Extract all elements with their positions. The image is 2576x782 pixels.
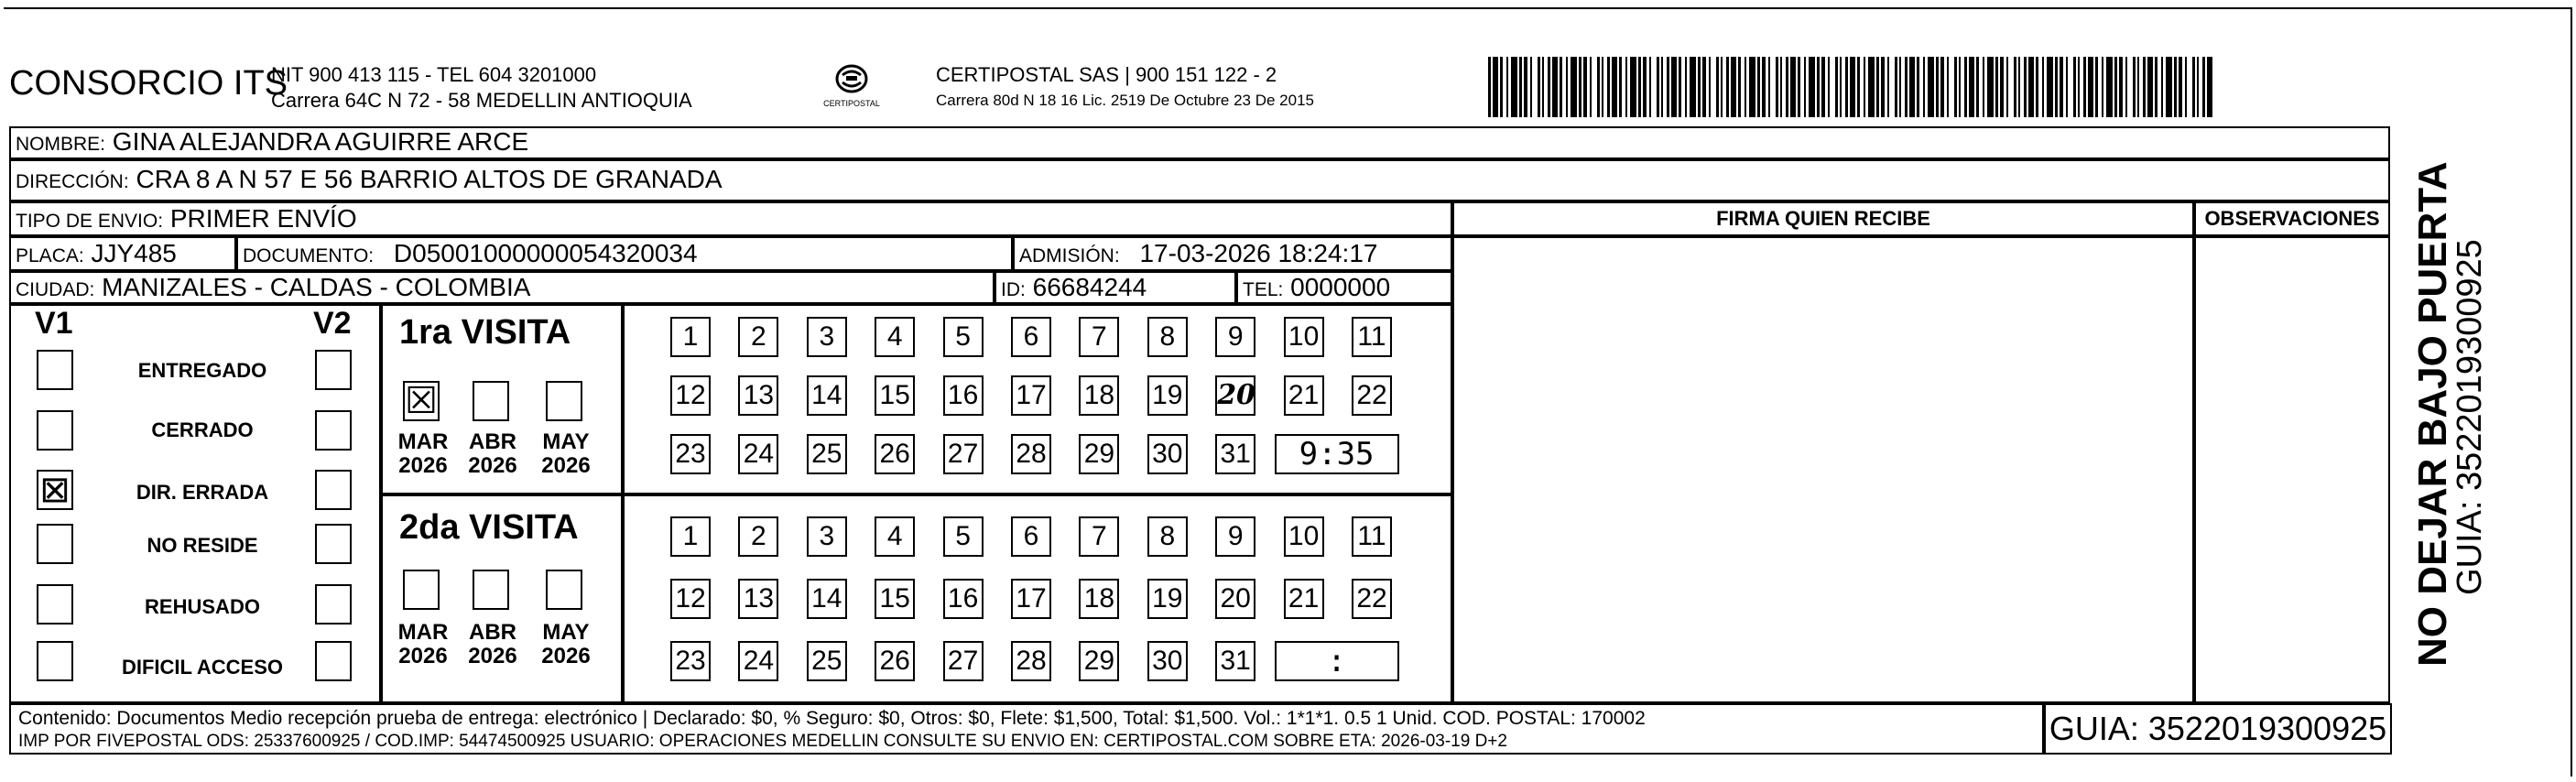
month-checkbox[interactable] (473, 570, 509, 610)
day-box[interactable]: 31 (1215, 641, 1255, 681)
day-box[interactable]: 28 (1011, 641, 1051, 681)
barcode-bar (1749, 57, 1755, 117)
day-box[interactable]: 5 (943, 516, 984, 557)
barcode-bar (2192, 57, 2195, 117)
month-name: ABR (469, 429, 516, 454)
day-box[interactable]: 12 (670, 579, 711, 619)
barcode-bar (2060, 57, 2063, 117)
barcode-bar (1612, 57, 1617, 117)
barcode-bar (1923, 57, 1925, 117)
barcode-bar (1899, 57, 1901, 117)
barcode-bar (1762, 57, 1766, 117)
id-value: 66684244 (1032, 273, 1147, 301)
barcode-bar (2143, 57, 2146, 117)
day-box[interactable]: 11 (1352, 516, 1392, 557)
barcode-bar (2106, 57, 2113, 117)
day-box[interactable]: 15 (875, 579, 915, 619)
barcode-bar (1506, 57, 1508, 117)
day-box[interactable]: 16 (943, 375, 984, 416)
status-label: DIR. ERRADA (136, 481, 269, 504)
barcode-bar (1630, 57, 1636, 117)
day-box[interactable]: 8 (1147, 317, 1188, 357)
day-box[interactable]: 18 (1079, 375, 1119, 416)
day-box[interactable]: 29 (1079, 434, 1119, 474)
day-box[interactable]: 24 (738, 434, 778, 474)
side-guia: GUIA: 3522019300925 (2451, 239, 2489, 595)
barcode-bar (1987, 57, 1994, 117)
day-box[interactable]: 11 (1352, 317, 1392, 357)
barcode-bar (1698, 57, 1701, 117)
barcode-bar (1976, 57, 1979, 117)
day-box[interactable]: 13 (738, 375, 778, 416)
logo-text: CERTIPOSTAL (823, 99, 880, 108)
v1-checkbox[interactable] (37, 524, 73, 564)
barcode-bar (2083, 57, 2086, 117)
barcode-bar (1745, 57, 1746, 117)
barcode-bar (1530, 57, 1532, 117)
barcode-bar (1876, 57, 1879, 117)
month-name: MAY (542, 620, 590, 645)
barcode-bar (1995, 57, 1998, 117)
month-checkbox[interactable] (546, 381, 582, 421)
day-box[interactable]: 24 (738, 641, 778, 681)
barcode-bar (2018, 57, 2020, 117)
placa-value: JJY485 (91, 239, 177, 267)
barcode-bar (1721, 57, 1723, 117)
v2-label: V2 (313, 306, 352, 341)
day-box[interactable]: 21 (1284, 579, 1324, 619)
barcode-bar (1571, 57, 1577, 117)
tipo-label: TIPO DE ENVIO: (16, 211, 164, 232)
barcode-bar (2207, 57, 2212, 117)
barcode-bar (2202, 57, 2205, 117)
month-year: 2026 (398, 453, 448, 478)
barcode-bar (1579, 57, 1581, 117)
barcode-bar (2161, 57, 2163, 117)
barcode-bar (2197, 57, 2199, 117)
barcode-bar (2137, 57, 2139, 117)
barcode-bar (1493, 57, 1498, 117)
day-box[interactable]: 23 (670, 641, 711, 681)
barcode-bar (1643, 57, 1647, 117)
direccion-value: CRA 8 A N 57 E 56 BARRIO ALTOS DE GRANADA (136, 165, 723, 193)
v1-checkbox[interactable] (37, 350, 73, 390)
barcode-bar (1702, 57, 1706, 117)
barcode-bar (2185, 57, 2187, 117)
barcode-bar (1738, 57, 1741, 117)
barcode-bar (1868, 57, 1875, 117)
barcode-bar (1542, 57, 1544, 117)
barcode-bar (1835, 57, 1838, 117)
admision-value: 17-03-2026 18:24:17 (1139, 239, 1378, 267)
day-box[interactable]: 13 (738, 579, 778, 619)
day-box[interactable]: 20 (1215, 579, 1255, 619)
month-label (386, 621, 460, 668)
barcode-bar (2174, 57, 2177, 117)
barcode-bar (2006, 57, 2008, 117)
day-box[interactable]: 6 (1011, 317, 1051, 357)
day-box[interactable]: 29 (1079, 641, 1119, 681)
barcode-bar (1757, 57, 1760, 117)
barcode-bar (1940, 57, 1944, 117)
day-box[interactable]: 31 (1215, 434, 1255, 474)
barcode-bar (2014, 57, 2016, 117)
v1-checkbox[interactable]: ⊠ (37, 470, 73, 510)
day-box[interactable]: 26 (875, 641, 915, 681)
direccion-row (9, 159, 2390, 201)
day-box[interactable]: 20 (1215, 375, 1255, 416)
tipo-row (9, 201, 1452, 236)
day-box[interactable]: 1 (670, 317, 711, 357)
barcode-bar (1804, 57, 1806, 117)
barcode-bar (2073, 57, 2076, 117)
documento-value: D05001000000054320034 (393, 239, 698, 267)
day-box[interactable]: 21 (1284, 375, 1324, 416)
firma-header: FIRMA QUIEN RECIBE (1452, 201, 2194, 236)
barcode-bar (1954, 57, 1957, 117)
day-box[interactable]: 30 (1147, 641, 1188, 681)
day-box[interactable]: 9 (1215, 317, 1255, 357)
v1-checkbox[interactable] (37, 410, 73, 451)
barcode-bar (2119, 57, 2123, 117)
footer-line1: Contenido: Documentos Medio recepción prueba de entrega: electrónico | Declarado: $0, % Seguro: $0, Otros: $0, Flete: $1,500, Total: $1,500. Vol.: 1*1*1. 0.5 1 Unid. COD. POSTAL: 170002 (18, 708, 1646, 729)
barcode-bar (1726, 57, 1729, 117)
nit-line: NIT 900 413 115 - TEL 604 3201000 (271, 63, 597, 86)
barcode-bar (1552, 57, 1558, 117)
month-name: MAY (542, 429, 590, 454)
day-box[interactable]: 5 (943, 317, 984, 357)
v1-checkbox[interactable] (37, 584, 73, 625)
barcode-bar (2147, 57, 2153, 117)
day-box[interactable]: 30 (1147, 434, 1188, 474)
day-box[interactable]: 3 (807, 317, 847, 357)
barcode-bar (1661, 57, 1663, 117)
barcode-bar (1602, 57, 1603, 117)
v2-checkbox[interactable] (315, 641, 352, 681)
time-box[interactable]: 9:35 (1275, 434, 1399, 474)
barcode-bar (1790, 57, 1796, 117)
day-box[interactable]: 2 (738, 516, 778, 557)
ciudad-label: CIUDAD: (16, 279, 95, 300)
barcode-bar (1768, 57, 1770, 117)
barcode-bar (1607, 57, 1610, 117)
barcode-bar (1864, 57, 1865, 117)
barcode-bar (1500, 57, 1503, 117)
barcode-bar (2114, 57, 2117, 117)
barcode-bar (2047, 57, 2053, 117)
barcode-bar (1519, 57, 1522, 117)
barcode-bar (1969, 57, 1974, 117)
month-label (386, 430, 460, 478)
day-box[interactable]: 18 (1079, 579, 1119, 619)
day-box[interactable]: 8 (1147, 516, 1188, 557)
month-label (456, 430, 529, 478)
month-checkbox[interactable] (473, 381, 509, 421)
certipostal-sub: Carrera 80d N 18 16 Lic. 2519 De Octubre 23 De 2015 (936, 92, 1314, 109)
observaciones-area[interactable] (2194, 236, 2390, 703)
month-year: 2026 (541, 453, 591, 478)
month-checkbox[interactable]: ☒ (403, 381, 440, 421)
month-year: 2026 (541, 644, 591, 668)
day-box[interactable]: 9 (1215, 516, 1255, 557)
day-box[interactable]: 23 (670, 434, 711, 474)
barcode-bar (1597, 57, 1600, 117)
documento-label: DOCUMENTO: (243, 245, 375, 266)
certipostal-line: CERTIPOSTAL SAS | 900 151 122 - 2 (936, 63, 1277, 86)
day-box[interactable]: 19 (1147, 579, 1188, 619)
documento-cell (236, 236, 1013, 271)
barcode-bar (1881, 57, 1885, 117)
barcode-bar (1685, 57, 1687, 117)
day-box[interactable]: 26 (875, 434, 915, 474)
barcode-bar (1936, 57, 1939, 117)
day-box[interactable]: 16 (943, 579, 984, 619)
barcode-bar (1731, 57, 1736, 117)
day-box[interactable]: 7 (1079, 317, 1119, 357)
day-box[interactable]: 15 (875, 375, 915, 416)
day-box[interactable]: 10 (1284, 516, 1324, 557)
certipostal-logo (815, 60, 888, 108)
barcode-bar (1887, 57, 1889, 117)
barcode-bar (1690, 57, 1696, 117)
v1-label: V1 (35, 306, 73, 341)
barcode-bar (1619, 57, 1622, 117)
barcode-bar (2088, 57, 2093, 117)
company-name: CONSORCIO ITS (9, 64, 288, 103)
admision-label: ADMISIÓN: (1019, 245, 1120, 266)
nombre-label: NOMBRE: (16, 134, 106, 155)
barcode-graphic (1488, 57, 2216, 117)
barcode-bar (1625, 57, 1627, 117)
barcode-bar (2133, 57, 2136, 117)
footer-guia: GUIA: 3522019300925 (2044, 703, 2392, 755)
barcode-bar (2166, 57, 2172, 117)
day-box[interactable]: 3 (807, 516, 847, 557)
barcode-bar (1548, 57, 1550, 117)
v2-checkbox[interactable] (315, 584, 352, 625)
month-checkbox[interactable] (546, 570, 582, 610)
barcode-bar (1917, 57, 1919, 117)
company-info (271, 62, 692, 114)
day-box[interactable]: 28 (1011, 434, 1051, 474)
barcode-bar (1895, 57, 1897, 117)
barcode-bar (1649, 57, 1651, 117)
day-box[interactable]: 12 (670, 375, 711, 416)
ciudad-cell (9, 271, 995, 304)
barcode-bar (1583, 57, 1587, 117)
barcode-bar (1850, 57, 1855, 117)
day-box[interactable]: 4 (875, 516, 915, 557)
barcode-bar (2042, 57, 2044, 117)
barcode-bar (2055, 57, 2058, 117)
day-box[interactable]: 14 (807, 375, 847, 416)
id-label: ID: (1001, 279, 1026, 300)
no-dejar-bajo-puerta: NO DEJAR BAJO PUERTA (2410, 161, 2455, 667)
barcode-bar (1679, 57, 1681, 117)
month-year: 2026 (468, 453, 517, 478)
day-box[interactable]: 25 (807, 434, 847, 474)
nombre-value: GINA ALEJANDRA AGUIRRE ARCE (112, 127, 529, 156)
status-label: ENTREGADO (137, 359, 267, 382)
barcode-bar (2028, 57, 2034, 117)
id-cell (995, 271, 1236, 304)
certipostal-info (936, 62, 1314, 114)
status-label: REHUSADO (145, 595, 260, 618)
status-label: DIFICIL ACCESO (121, 656, 283, 679)
observaciones-header: OBSERVACIONES (2194, 201, 2390, 236)
v2-checkbox[interactable] (315, 350, 352, 390)
barcode-bar (1560, 57, 1562, 117)
day-box[interactable]: 2 (738, 317, 778, 357)
tel-label: TEL: (1243, 279, 1284, 300)
day-box[interactable]: 17 (1011, 579, 1051, 619)
barcode-bar (2125, 57, 2127, 117)
barcode-bar (1809, 57, 1815, 117)
barcode-bar (1828, 57, 1830, 117)
barcode-bar (2078, 57, 2080, 117)
status-label: CERRADO (151, 418, 254, 441)
barcode-bar (1671, 57, 1677, 117)
v2-checkbox[interactable] (315, 524, 352, 564)
barcode-bar (1983, 57, 1984, 117)
day-box[interactable]: 10 (1284, 317, 1324, 357)
barcode-bar (2066, 57, 2068, 117)
month-year: 2026 (468, 644, 517, 668)
barcode-bar (1817, 57, 1820, 117)
barcode (1488, 57, 2216, 117)
barcode-bar (1786, 57, 1788, 117)
month-name: ABR (469, 620, 516, 645)
v2-checkbox[interactable] (315, 470, 352, 510)
footer-line2: IMP POR FIVEPOSTAL ODS: 25337600925 / COD.IMP: 54474500925 USUARIO: OPERACIONES MEDELLIN CONSULTE SU ENVIO EN: CERTIPOSTAL.COM SOBRE ETA: 2026-03-19 D+2 (18, 732, 1507, 751)
barcode-bar (1638, 57, 1641, 117)
tel-value: 0000000 (1290, 273, 1391, 301)
barcode-bar (1845, 57, 1848, 117)
month-label (456, 621, 529, 668)
barcode-bar (2000, 57, 2004, 117)
day-box[interactable]: 4 (875, 317, 915, 357)
barcode-bar (1709, 57, 1711, 117)
barcode-bar (1947, 57, 1949, 117)
barcode-bar (2024, 57, 2027, 117)
day-box[interactable]: 7 (1079, 516, 1119, 557)
placa-label: PLACA: (16, 245, 84, 266)
day-box[interactable]: 27 (943, 641, 984, 681)
ciudad-value: MANIZALES - CALDAS - COLOMBIA (102, 273, 531, 301)
day-box[interactable]: 14 (807, 579, 847, 619)
time-box[interactable]: : (1275, 641, 1399, 681)
footer-info (9, 703, 2044, 755)
barcode-bar (1511, 57, 1517, 117)
barcode-bar (2179, 57, 2182, 117)
barcode-bar (1716, 57, 1719, 117)
placa-cell (9, 236, 236, 271)
month-label (529, 430, 603, 478)
barcode-bar (1488, 57, 1491, 117)
day-box[interactable]: 6 (1011, 516, 1051, 557)
barcode-bar (1928, 57, 1934, 117)
nombre-row (9, 126, 2390, 159)
barcode-bar (2155, 57, 2158, 117)
tel-cell (1236, 271, 1452, 304)
barcode-bar (1776, 57, 1778, 117)
barcode-bar (1538, 57, 1540, 117)
tipo-value: PRIMER ENVÍO (169, 204, 357, 233)
firma-area[interactable] (1452, 236, 2194, 703)
day-box[interactable]: 22 (1352, 579, 1392, 619)
month-checkbox[interactable] (403, 570, 440, 610)
logo-icon (815, 60, 888, 101)
barcode-bar (1821, 57, 1825, 117)
barcode-bar (2095, 57, 2098, 117)
day-box[interactable]: 17 (1011, 375, 1051, 416)
barcode-bar (1667, 57, 1669, 117)
barcode-bar (1657, 57, 1659, 117)
barcode-bar (1909, 57, 1915, 117)
visit1-title: 1ra VISITA (399, 313, 571, 352)
month-year: 2026 (398, 644, 448, 668)
visit2-title: 2da VISITA (399, 508, 579, 547)
barcode-bar (2102, 57, 2103, 117)
barcode-bar (2036, 57, 2038, 117)
barcode-bar (1566, 57, 1568, 117)
admision-cell (1013, 236, 1452, 271)
day-box[interactable]: 19 (1147, 375, 1188, 416)
month-name: MAR (397, 429, 449, 454)
day-box[interactable]: 25 (807, 641, 847, 681)
barcode-bar (1905, 57, 1908, 117)
barcode-bar (1959, 57, 1961, 117)
v2-checkbox[interactable] (315, 410, 352, 451)
barcode-bar (1798, 57, 1800, 117)
barcode-bar (1590, 57, 1592, 117)
status-label: NO RESIDE (147, 534, 258, 557)
barcode-bar (1964, 57, 1967, 117)
month-label (529, 621, 603, 668)
barcode-bar (1524, 57, 1527, 117)
barcode-bar (1780, 57, 1782, 117)
direccion-label: DIRECCIÓN: (16, 171, 129, 192)
day-box[interactable]: 27 (943, 434, 984, 474)
v1-checkbox[interactable] (37, 641, 73, 681)
address-line: Carrera 64C N 72 - 58 MEDELLIN ANTIOQUIA (271, 89, 692, 112)
month-name: MAR (397, 620, 449, 645)
barcode-bar (1840, 57, 1842, 117)
day-box[interactable]: 22 (1352, 375, 1392, 416)
barcode-bar (1857, 57, 1860, 117)
day-box[interactable]: 1 (670, 516, 711, 557)
